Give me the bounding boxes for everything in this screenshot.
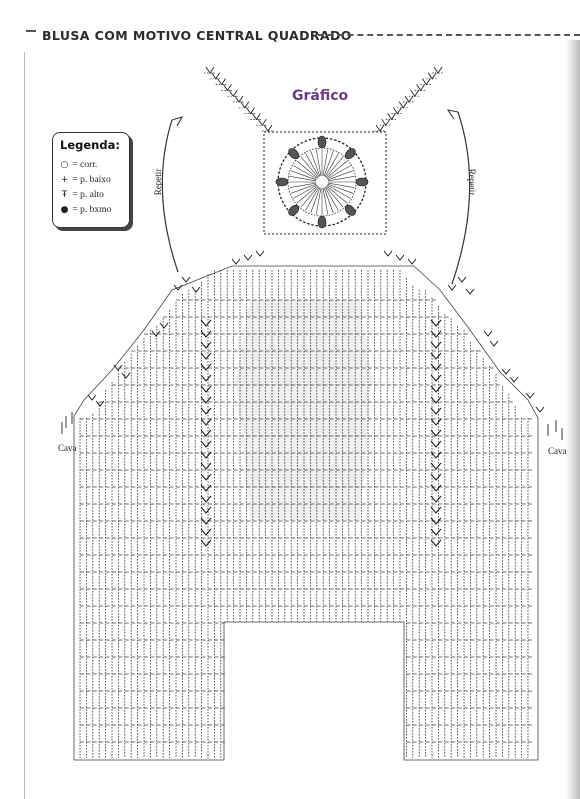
chart-title: Gráfico <box>292 88 349 104</box>
shoulder-straps <box>204 67 444 131</box>
repeat-label-right: Repetir <box>467 168 477 196</box>
legend-item-text: = p. baixo <box>72 175 111 185</box>
slip-stitch-icon: ● <box>60 205 69 215</box>
double-crochet-icon: Ŧ <box>61 190 68 200</box>
central-square-motif <box>264 132 386 234</box>
legend-item-text: = corr. <box>72 160 98 170</box>
page-header-title: BLUSA COM MOTIVO CENTRAL QUADRADO <box>42 28 352 43</box>
single-crochet-icon: + <box>60 175 69 185</box>
armhole-label-right: Cava <box>548 446 567 456</box>
armhole-label-left: Cava <box>58 443 77 453</box>
garment-body-grid <box>62 251 562 760</box>
legend-item-text: = p. alto <box>72 190 104 200</box>
legend-item-text: = p. bxmo <box>72 205 112 215</box>
chain-stitch-icon: ○ <box>60 160 69 170</box>
repeat-label-left: Repetir <box>153 168 163 196</box>
legend-title: Legenda: <box>60 138 120 152</box>
repeat-arrows <box>162 110 469 284</box>
